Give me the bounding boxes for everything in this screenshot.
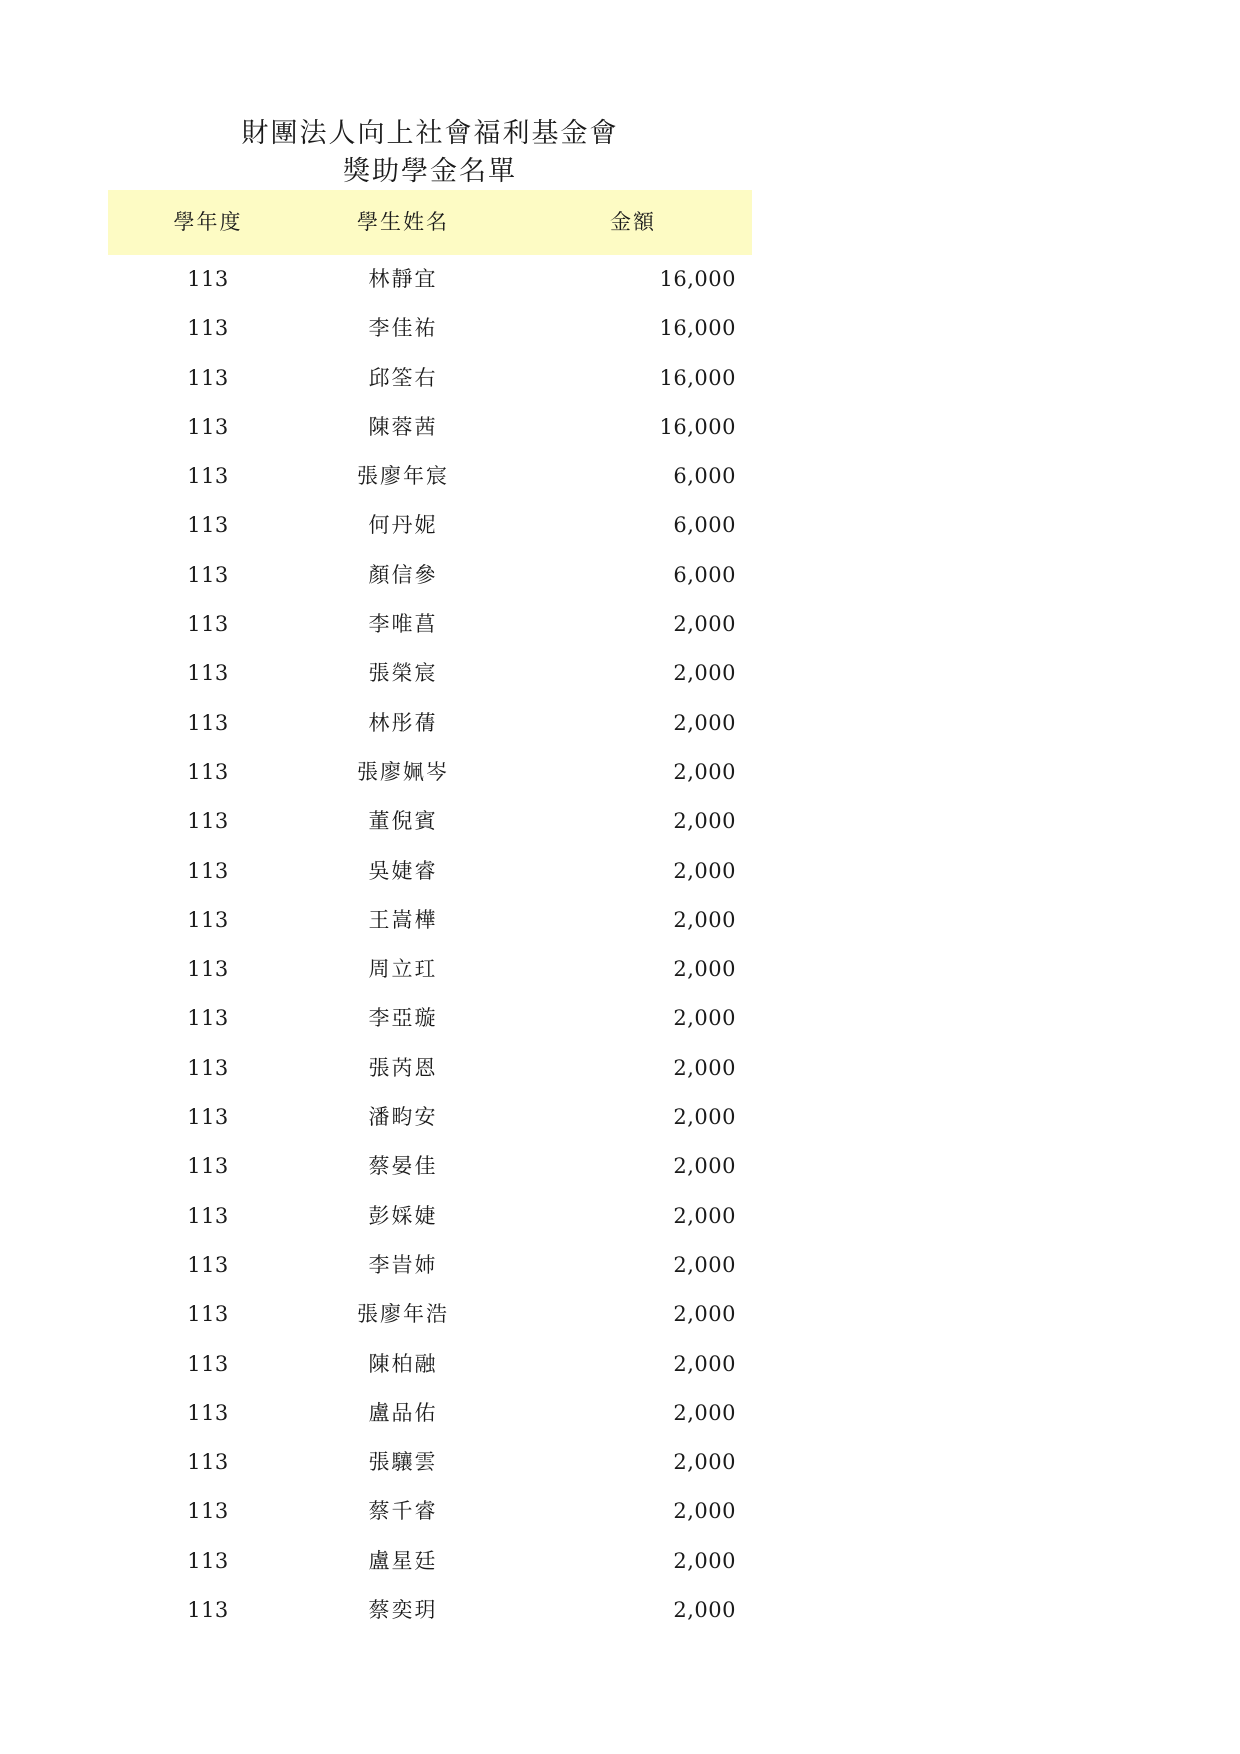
cell-year: 113 bbox=[187, 1302, 229, 1327]
cell-student-name: 蔡晏佳 bbox=[368, 1154, 438, 1179]
cell-student-name: 李唯菖 bbox=[368, 612, 438, 637]
cell-student-name: 張廖姵岑 bbox=[357, 759, 449, 784]
cell-student-name: 邱筌右 bbox=[368, 365, 438, 390]
table-row bbox=[108, 847, 752, 896]
table-row bbox=[108, 1586, 752, 1635]
cell-year: 113 bbox=[187, 907, 229, 932]
cell-amount: 6,000 bbox=[673, 562, 736, 587]
cell-amount: 2,000 bbox=[673, 1055, 736, 1080]
cell-amount: 6,000 bbox=[673, 464, 736, 489]
cell-amount: 2,000 bbox=[673, 1302, 736, 1327]
cell-student-name: 顏信參 bbox=[368, 562, 438, 587]
table-row bbox=[108, 797, 752, 846]
table-header-row bbox=[108, 190, 752, 255]
cell-year: 113 bbox=[187, 957, 229, 982]
cell-amount: 2,000 bbox=[673, 1598, 736, 1623]
cell-student-name: 李佳祐 bbox=[368, 316, 438, 341]
table-row bbox=[108, 1044, 752, 1093]
cell-student-name: 蔡奕玥 bbox=[368, 1598, 438, 1623]
cell-amount: 2,000 bbox=[673, 710, 736, 735]
table-row bbox=[108, 1192, 752, 1241]
table-row bbox=[108, 1389, 752, 1438]
cell-student-name: 盧星廷 bbox=[368, 1548, 438, 1573]
cell-amount: 6,000 bbox=[673, 513, 736, 538]
cell-student-name: 張榮宸 bbox=[368, 661, 438, 686]
cell-student-name: 吳婕睿 bbox=[368, 858, 438, 883]
cell-student-name: 林彤蒨 bbox=[368, 710, 438, 735]
cell-amount: 2,000 bbox=[673, 1351, 736, 1376]
cell-student-name: 張驤雲 bbox=[368, 1450, 438, 1475]
cell-year: 113 bbox=[187, 562, 229, 587]
table-row bbox=[108, 699, 752, 748]
cell-year: 113 bbox=[187, 612, 229, 637]
cell-year: 113 bbox=[187, 1105, 229, 1130]
table-row bbox=[108, 945, 752, 994]
table-row bbox=[108, 1340, 752, 1389]
table-row bbox=[108, 1537, 752, 1586]
cell-student-name: 林靜宜 bbox=[368, 267, 438, 291]
cell-year: 113 bbox=[187, 1450, 229, 1475]
cell-year: 113 bbox=[187, 759, 229, 784]
cell-student-name: 李亞璇 bbox=[368, 1006, 438, 1031]
table-row bbox=[108, 649, 752, 698]
cell-amount: 2,000 bbox=[673, 1450, 736, 1475]
cell-year: 113 bbox=[187, 710, 229, 735]
table-row bbox=[108, 501, 752, 550]
cell-student-name: 張芮恩 bbox=[368, 1055, 438, 1080]
cell-student-name: 王嵩樺 bbox=[368, 907, 438, 932]
header-student-name: 學生姓名 bbox=[357, 210, 449, 234]
cell-year: 113 bbox=[187, 464, 229, 489]
cell-amount: 16,000 bbox=[659, 267, 736, 291]
cell-amount: 2,000 bbox=[673, 1499, 736, 1524]
cell-year: 113 bbox=[187, 1351, 229, 1376]
cell-year: 113 bbox=[187, 316, 229, 341]
cell-year: 113 bbox=[187, 809, 229, 834]
header-amount: 金額 bbox=[610, 210, 656, 234]
cell-student-name: 陳柏融 bbox=[368, 1351, 438, 1376]
table-row bbox=[108, 1241, 752, 1290]
cell-year: 113 bbox=[187, 513, 229, 538]
cell-year: 113 bbox=[187, 1499, 229, 1524]
cell-year: 113 bbox=[187, 1598, 229, 1623]
cell-amount: 16,000 bbox=[659, 316, 736, 341]
cell-amount: 2,000 bbox=[673, 612, 736, 637]
cell-amount: 16,000 bbox=[659, 414, 736, 439]
cell-year: 113 bbox=[187, 1154, 229, 1179]
table-row bbox=[108, 403, 752, 452]
cell-year: 113 bbox=[187, 1252, 229, 1277]
cell-amount: 2,000 bbox=[673, 1154, 736, 1179]
cell-year: 113 bbox=[187, 1400, 229, 1425]
cell-amount: 2,000 bbox=[673, 907, 736, 932]
cell-student-name: 董倪賓 bbox=[368, 809, 438, 834]
cell-amount: 2,000 bbox=[673, 1006, 736, 1031]
scholarship-table bbox=[108, 190, 752, 1623]
table-row bbox=[108, 600, 752, 649]
cell-year: 113 bbox=[187, 365, 229, 390]
cell-student-name: 張廖年宸 bbox=[357, 464, 449, 489]
cell-year: 113 bbox=[187, 661, 229, 686]
cell-year: 113 bbox=[187, 267, 229, 291]
cell-year: 113 bbox=[187, 1203, 229, 1228]
cell-student-name: 彭婇婕 bbox=[368, 1203, 438, 1228]
document-title: 財團法人向上社會福利基金會 bbox=[241, 118, 619, 149]
table-row bbox=[108, 1290, 752, 1339]
cell-amount: 2,000 bbox=[673, 661, 736, 686]
cell-student-name: 蔡千睿 bbox=[368, 1499, 438, 1524]
table-row bbox=[108, 551, 752, 600]
table-row bbox=[108, 452, 752, 501]
table-row bbox=[108, 304, 752, 353]
table-row bbox=[108, 1487, 752, 1536]
cell-amount: 2,000 bbox=[673, 1203, 736, 1228]
cell-year: 113 bbox=[187, 1006, 229, 1031]
cell-amount: 2,000 bbox=[673, 858, 736, 883]
table-row bbox=[108, 994, 752, 1043]
cell-student-name: 潘畇安 bbox=[368, 1105, 438, 1130]
cell-year: 113 bbox=[187, 414, 229, 439]
cell-student-name: 盧品佑 bbox=[368, 1400, 438, 1425]
cell-amount: 2,000 bbox=[673, 957, 736, 982]
cell-year: 113 bbox=[187, 1548, 229, 1573]
cell-year: 113 bbox=[187, 858, 229, 883]
cell-amount: 16,000 bbox=[659, 365, 736, 390]
table-row bbox=[108, 255, 752, 304]
table-row bbox=[108, 1093, 752, 1142]
document-subtitle: 獎助學金名單 bbox=[343, 156, 517, 187]
cell-year: 113 bbox=[187, 1055, 229, 1080]
table-row bbox=[108, 1438, 752, 1487]
cell-student-name: 周立玒 bbox=[368, 957, 438, 982]
table-row bbox=[108, 896, 752, 945]
cell-amount: 2,000 bbox=[673, 759, 736, 784]
cell-amount: 2,000 bbox=[673, 1252, 736, 1277]
cell-student-name: 張廖年浩 bbox=[357, 1302, 449, 1327]
header-year: 學年度 bbox=[173, 210, 243, 234]
cell-student-name: 李旹姉 bbox=[368, 1252, 438, 1277]
cell-amount: 2,000 bbox=[673, 809, 736, 834]
table-row bbox=[108, 354, 752, 403]
cell-student-name: 陳蓉茜 bbox=[368, 414, 438, 439]
table-row bbox=[108, 1142, 752, 1191]
table-row bbox=[108, 748, 752, 797]
cell-student-name: 何丹妮 bbox=[368, 513, 438, 538]
cell-amount: 2,000 bbox=[673, 1105, 736, 1130]
cell-amount: 2,000 bbox=[673, 1400, 736, 1425]
table-body bbox=[108, 255, 752, 1635]
cell-amount: 2,000 bbox=[673, 1548, 736, 1573]
